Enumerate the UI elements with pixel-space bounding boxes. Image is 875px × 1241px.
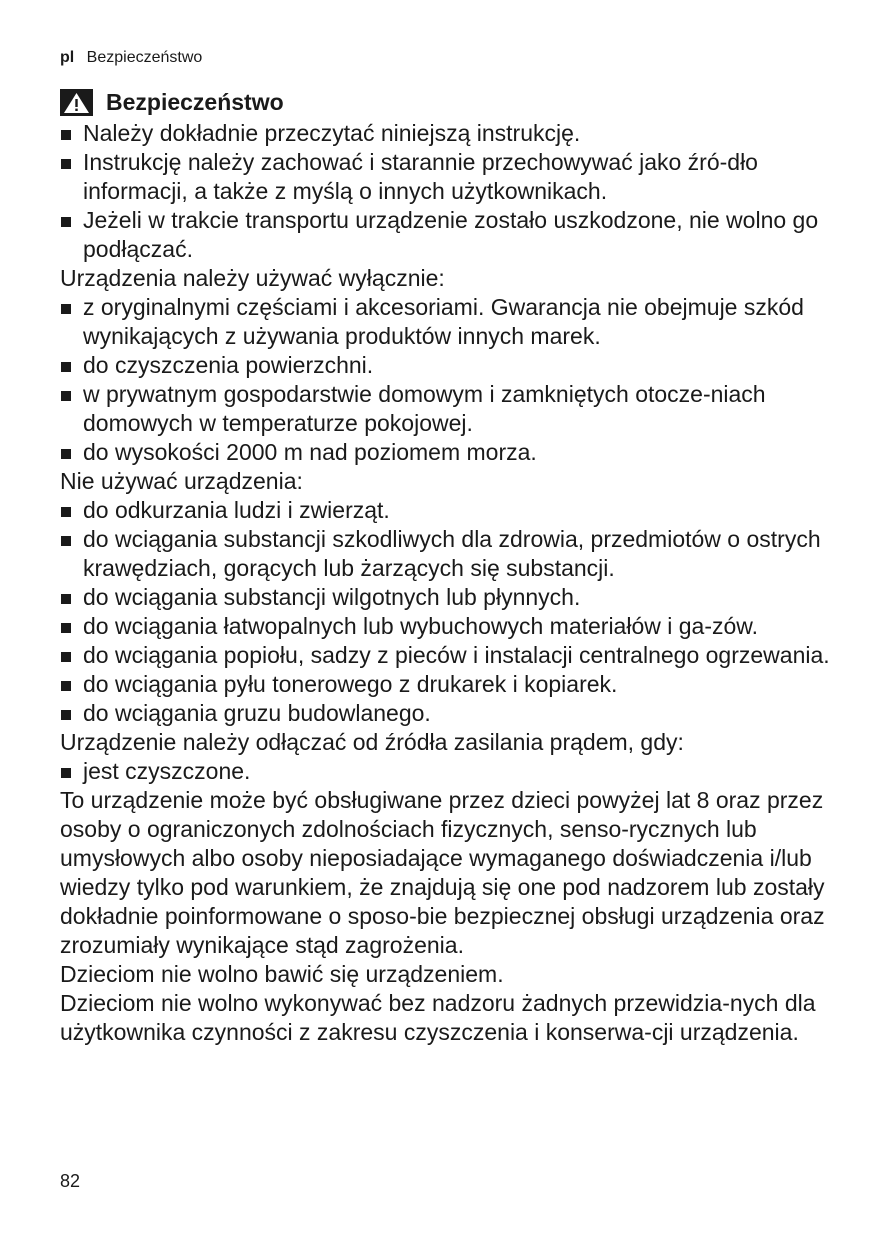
list-item: do wciągania pyłu tonerowego z drukarek i kopiarek. [60, 670, 830, 699]
nouse-heading: Nie używać urządzenia: [60, 468, 303, 494]
header-section-title: Bezpieczeństwo [86, 49, 203, 66]
page-header [60, 48, 202, 68]
list-item: jest czyszczone. [60, 757, 830, 786]
list-item: w prywatnym gospodarstwie domowym i zamkniętych otocze-niach domowych w temperaturze pokojowej. [60, 380, 830, 438]
list-item: do odkurzania ludzi i zwierząt. [60, 496, 830, 525]
safety-section [60, 87, 830, 1047]
list-item: Instrukcję należy zachować i starannie przechowywać jako źró-dło informacji, a także z myślą o innych użytkownikach. [60, 148, 830, 206]
list-item: Jeżeli w trakcie transportu urządzenie zostało uszkodzone, nie wolno go podłączać. [60, 206, 830, 264]
warning-triangle-icon [60, 89, 93, 116]
intro-list [60, 119, 830, 264]
use-heading: Urządzenia należy używać wyłącznie: [60, 265, 445, 291]
list-item: do wciągania substancji wilgotnych lub płynnych. [60, 583, 830, 612]
section-title-row [60, 87, 830, 117]
list-item: do wciągania gruzu budowlanego. [60, 699, 830, 728]
list-item: do wciągania substancji szkodliwych dla zdrowia, przedmiotów o ostrych krawędziach, gorących lub żarzących się substancji. [60, 525, 830, 583]
children-cleaning-paragraph: Dzieciom nie wolno wykonywać bez nadzoru żadnych przewidzia-nych dla użytkownika czynności z zakresu czyszczenia i konserwa-cji urządzenia. [60, 990, 816, 1045]
language-code: pl [60, 49, 75, 66]
nouse-list [60, 496, 830, 728]
disconnect-heading: Urządzenie należy odłączać od źródła zasilania prądem, gdy: [60, 729, 684, 755]
section-title: Bezpieczeństwo [106, 89, 284, 115]
disconnect-list [60, 757, 830, 786]
list-item: z oryginalnymi częściami i akcesoriami. Gwarancja nie obejmuje szkód wynikających z używania produktów innych marek. [60, 293, 830, 351]
children-paragraph: To urządzenie może być obsługiwane przez dzieci powyżej lat 8 oraz przez osoby o ograniczonych zdolnościach fizycznych, senso-rycznych lub umysłowych albo osoby nieposiadające wymaganego doświadczenia i/lub wiedzy tylko pod warunkiem, że znajdują się one pod nadzorem lub zostały dokładnie poinformowane o sposo-bie bezpiecznej obsługi urządzenia oraz zrozumiały wynikające stąd zagrożenia. [60, 787, 825, 958]
list-item: do wciągania łatwopalnych lub wybuchowych materiałów i ga-zów. [60, 612, 830, 641]
use-list [60, 293, 830, 467]
list-item: do czyszczenia powierzchni. [60, 351, 830, 380]
section-content [60, 119, 830, 1047]
list-item: do wciągania popiołu, sadzy z pieców i instalacji centralnego ogrzewania. [60, 641, 830, 670]
list-item: do wysokości 2000 m nad poziomem morza. [60, 438, 830, 467]
list-item: Należy dokładnie przeczytać niniejszą instrukcję. [60, 119, 830, 148]
children-play-paragraph: Dzieciom nie wolno bawić się urządzeniem. [60, 961, 504, 987]
page-number: 82 [60, 1171, 81, 1191]
